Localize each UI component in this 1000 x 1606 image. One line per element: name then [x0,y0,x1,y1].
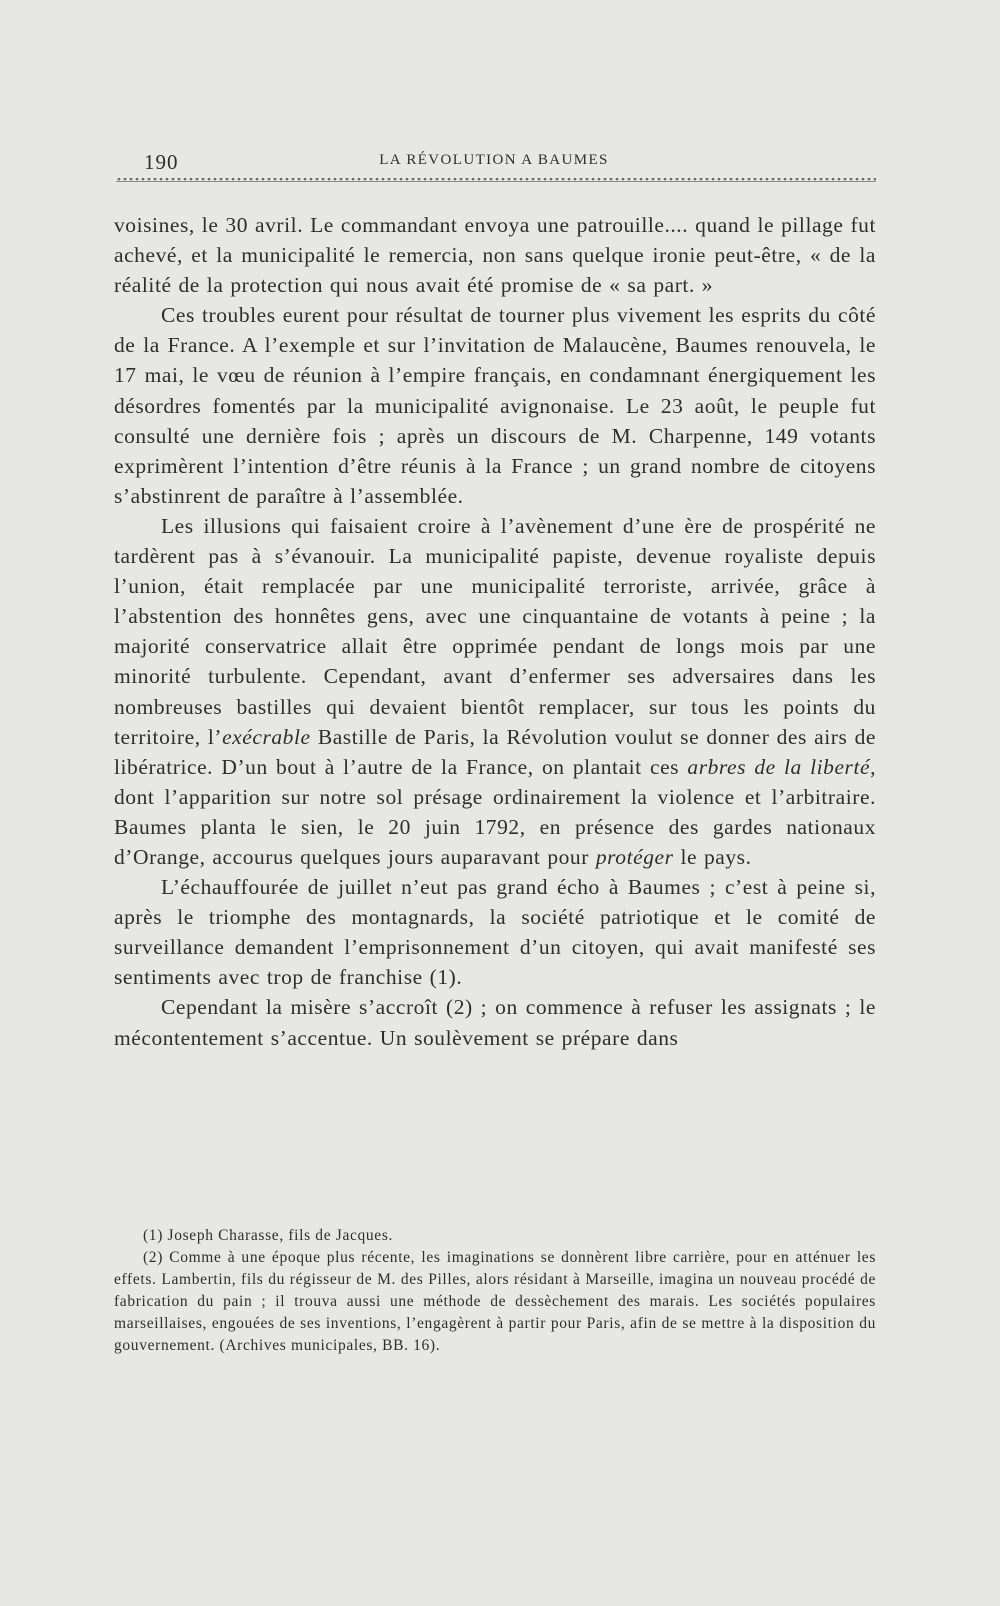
paragraph-3-text-a: Les illusions qui faisaient croire à l’avènement d’une ère de prospérité ne tardèrent pas à s’évanouir. La municipalité papiste, devenue royaliste depuis l’union, était remplacée par une municipalité terroriste, arrivée, grâce à l’abstention des honnêtes gens, avec une cinquantaine de votants à peine ; la majorité conservatrice allait être opprimée pendant de longs mois par une minorité turbulente. Cependant, avant d’enfermer ses adversaires dans les nombreuses bastilles qui devaient bientôt remplacer, sur tous les points du territoire, l’ [114,513,876,749]
footnote-2: (2) Comme à une époque plus récente, les imaginations se donnèrent libre carrière, pour en atténuer les effets. Lambertin, fils du régisseur de M. des Pilles, alors résidant à Marseille, imagina un nouveau procédé de fabrication du pain ; il trouva aussi une méthode de dessèchement des marais. Les sociétés populaires marseillaises, engouées de ses inventions, l’engagèrent à partir pour Paris, afin de se mettre à la disposition du gouvernement. (Archives municipales, BB. 16). [114,1249,876,1354]
paragraph-3-text-d: le pays. [673,844,752,869]
footnotes [114,1225,876,1357]
paragraph-1: voisines, le 30 avril. Le commandant envoya une patrouille.... quand le pillage fut achevé, et la municipalité le remercia, non sans quelque ironie peut-être, « de la réalité de la protection qui nous avait été promise de « sa part. » [114,213,876,298]
main-text [114,210,876,1053]
paragraph-3-text-b: Bastille de Paris, la Révolution voulut se donner des airs de libératrice. D’un bout à l’autre de la France, on plantait ces [114,724,877,779]
paragraph-3-text-c: , dont l’apparition sur notre sol présage ordinairement la violence et l’arbitraire. Baumes planta le sien, le 20 juin 1792, en présence des gardes nationaux d’Orange, accourus quelques jours auparavant pour [114,754,877,869]
page-number: 190 [144,150,179,174]
paragraph-5: Cependant la misère s’accroît (2) ; on commence à refuser les assignats ; le mécontentement s’accentue. Un soulèvement se prépare dans [114,995,876,1050]
paragraph-4: L’échauffourée de juillet n’eut pas grand écho à Baumes ; c’est à peine si, après le triomphe des montagnards, la société patriotique et le comité de surveillance demandent l’emprisonnement d’un citoyen, qui avait manifesté ses sentiments avec trop de franchise (1). [114,875,876,990]
italic-proteger: protéger [595,844,674,869]
paragraph-2: Ces troubles eurent pour résultat de tourner plus vivement les esprits du côté de la France. A l’exemple et sur l’invitation de Malaucène, Baumes renouvela, le 17 mai, le vœu de réunion à l’empire français, en condamnant énergiquement les désordres fomentés par la municipalité avignonaise. Le 23 août, le peuple fut consulté une dernière fois ; après un discours de M. Charpenne, 149 votants exprimèrent l’intention d’être réunis à la France ; un grand nombre de citoyens s’abstinrent de paraître à l’assemblée. [114,303,876,508]
header-ornament-rule [116,178,876,184]
footnote-1: (1) Joseph Charasse, fils de Jacques. [143,1227,394,1244]
running-title: LA RÉVOLUTION A BAUMES [379,152,609,168]
paragraph-3 [114,511,876,872]
italic-execrable: exécrable [222,724,311,749]
page-header [114,146,874,172]
italic-arbres-de-la-liberte: arbres de la liberté [687,754,871,779]
